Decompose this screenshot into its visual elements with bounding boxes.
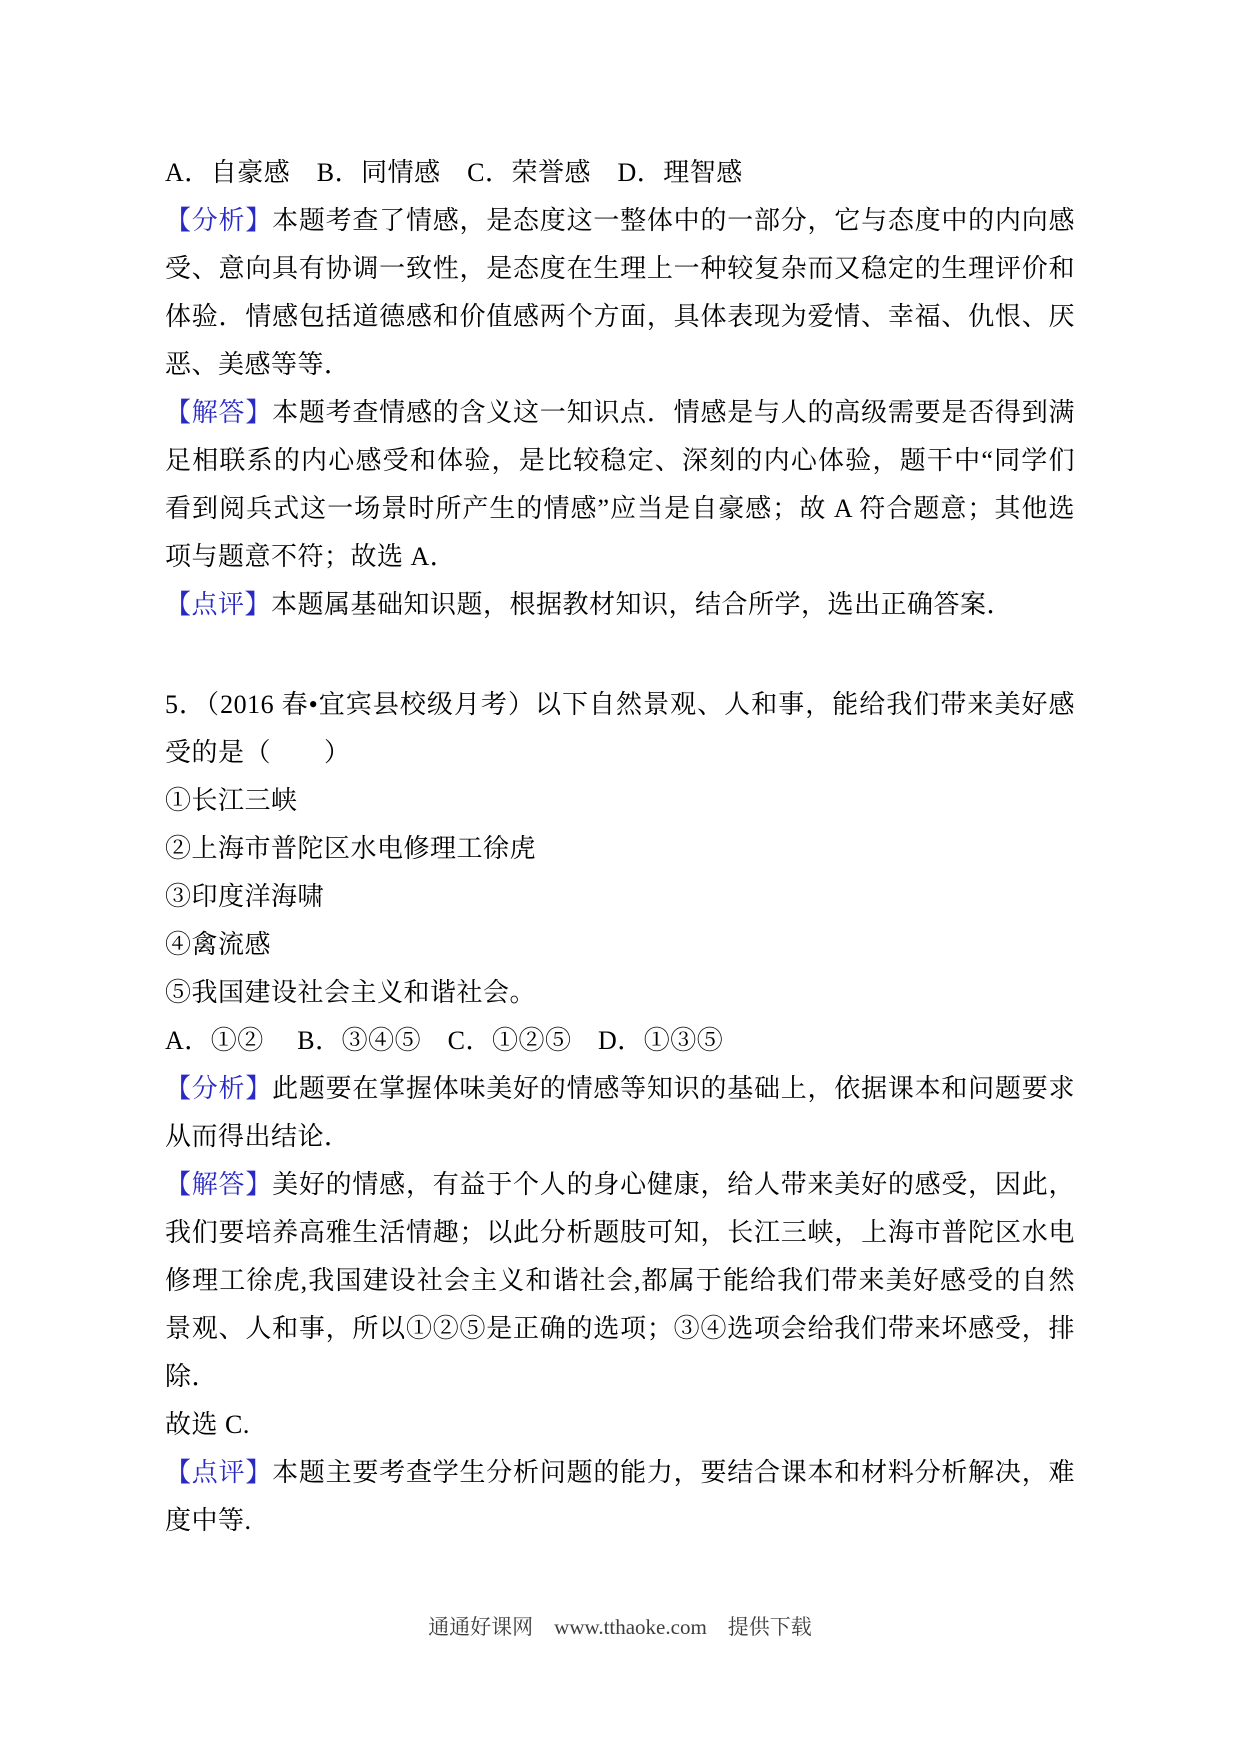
q5-comment-text: 本题主要考查学生分析问题的能力，要结合课本和材料分析解决，难度中等. — [165, 1458, 1075, 1535]
q5-analysis-text: 此题要在掌握体味美好的情感等知识的基础上，依据课本和问题要求从而得出结论． — [165, 1074, 1075, 1151]
answer-tag: 【解答】 — [165, 1170, 273, 1199]
question-separator — [165, 629, 1075, 681]
q5-answer-conclusion: 故选 C. — [165, 1410, 250, 1439]
analysis-tag: 【分析】 — [165, 1074, 273, 1103]
analysis-tag: 【分析】 — [165, 206, 273, 235]
q4-analysis-text: 本题考查了情感，是态度这一整体中的一部分，它与态度中的内向感受、意向具有协调一致性，是态度在生理上一种较复杂而又稳定的生理评价和体验．情感包括道德感和价值感两个方面，具体表现为爱情、幸福、仇恨、厌恶、美感等等． — [165, 206, 1075, 379]
footer-text: 通通好课网 www.tthaoke.com 提供下载 — [428, 1615, 812, 1639]
q5-list-item-4: ④禽流感 — [165, 930, 272, 959]
q5-comment-paragraph — [165, 1449, 1075, 1545]
q5-analysis-paragraph — [165, 1065, 1075, 1161]
q4-options-line: A．自豪感 B．同情感 C．荣誉感 D．理智感 — [165, 158, 743, 187]
page-footer — [0, 1612, 1240, 1642]
q5-stem: 5．（2016 春•宜宾县校级月考）以下自然景观、人和事，能给我们带来美好感受的是（ ） — [165, 690, 1075, 767]
q4-answer-paragraph — [165, 389, 1075, 581]
q5-answer-text: 美好的情感，有益于个人的身心健康，给人带来美好的感受，因此，我们要培养高雅生活情趣；以此分析题肢可知，长江三峡，上海市普陀区水电修理工徐虎,我国建设社会主义和谐社会,都属于能给我们带来美好感受的自然景观、人和事，所以①②⑤是正确的选项；③④选项会给我们带来坏感受，排除． — [165, 1170, 1075, 1391]
answer-tag: 【解答】 — [165, 398, 273, 427]
q5-list-item-5: ⑤我国建设社会主义和谐社会。 — [165, 978, 537, 1007]
q5-options-line: A．①② B．③④⑤ C．①②⑤ D．①③⑤ — [165, 1026, 724, 1055]
q4-comment-paragraph — [165, 581, 1075, 629]
comment-tag: 【点评】 — [165, 590, 272, 619]
q4-analysis-paragraph — [165, 197, 1075, 389]
document-body — [165, 149, 1075, 1545]
q5-list-item-1: ①长江三峡 — [165, 786, 298, 815]
comment-tag: 【点评】 — [165, 1458, 273, 1487]
q5-list-item-3: ③印度洋海啸 — [165, 882, 325, 911]
q5-answer-paragraph — [165, 1161, 1075, 1401]
q4-comment-text: 本题属基础知识题，根据教材知识，结合所学，选出正确答案． — [271, 590, 1014, 619]
q4-answer-text: 本题考查情感的含义这一知识点．情感是与人的高级需要是否得到满足相联系的内心感受和体验，是比较稳定、深刻的内心体验，题干中“同学们看到阅兵式这一场景时所产生的情感”应当是自豪感；故 A 符合题意；其他选项与题意不符；故选 A． — [165, 398, 1075, 571]
q5-list-item-2: ②上海市普陀区水电修理工徐虎 — [165, 834, 537, 863]
